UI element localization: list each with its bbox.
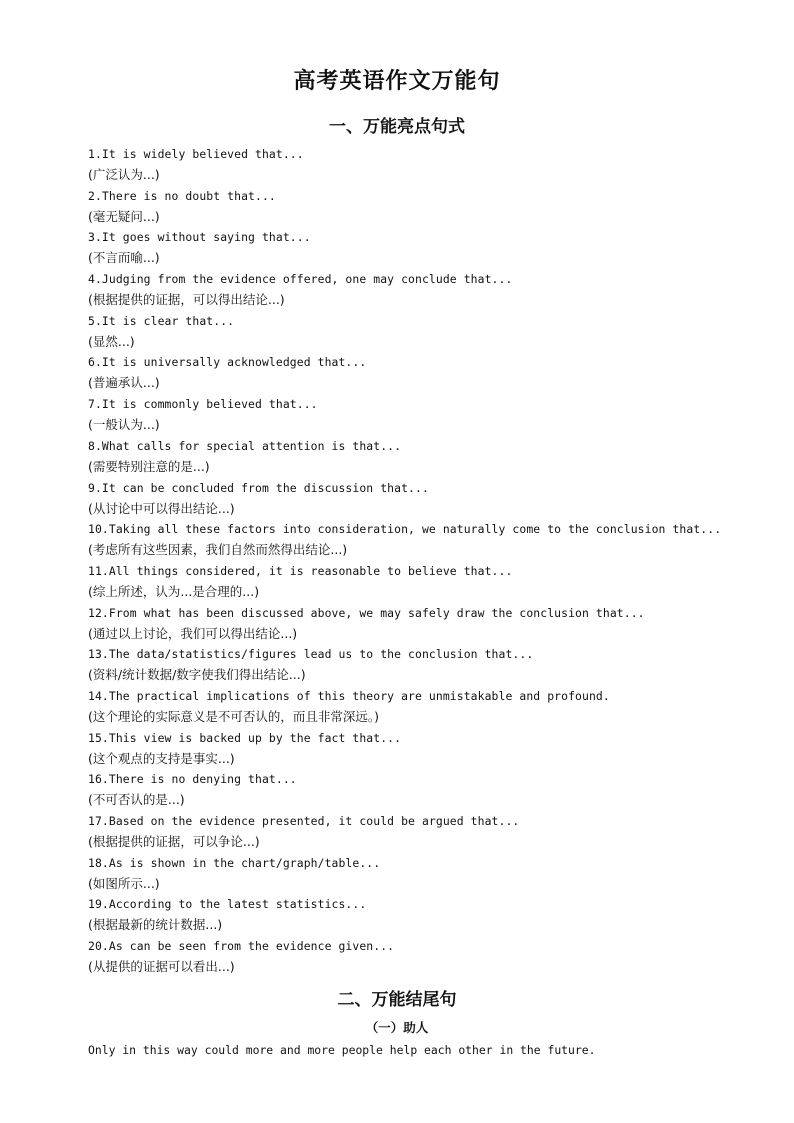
document-title: 高考英语作文万能句	[293, 69, 501, 94]
sentence-chinese: (普遍承认...)	[88, 375, 160, 391]
sentence-item	[88, 394, 768, 436]
sentence-item	[88, 686, 768, 728]
sentence-english: 3.It goes without saying that...	[88, 230, 311, 245]
sentence-item	[88, 436, 768, 478]
sentence-chinese: (资料/统计数据/数字使我们得出结论...)	[88, 667, 306, 683]
sentence-english: 2.There is no doubt that...	[88, 188, 276, 203]
sentence-english: 11.All things considered, it is reasonable to believe that...	[88, 563, 513, 578]
sentence-chinese: (综上所述，认为...是合理的...)	[88, 583, 260, 599]
sentence-item	[88, 936, 768, 978]
sentence-english: 10.Taking all these factors into consideration, we naturally come to the conclusion that...	[88, 522, 722, 537]
sentence-english: 5.It is clear that...	[88, 313, 235, 328]
section-heading-highlight-sentences: 一、万能亮点句式	[329, 117, 465, 137]
sentence-english: 13.The data/statistics/figures lead us to the conclusion that...	[88, 647, 534, 662]
sentence-item	[88, 603, 768, 645]
sentence-item	[88, 478, 768, 520]
sentence-item	[88, 894, 768, 936]
sentence-item	[88, 144, 768, 186]
sentence-english: 12.From what has been discussed above, we may safely draw the conclusion that...	[88, 605, 645, 620]
sentence-english: 7.It is commonly believed that...	[88, 397, 318, 412]
sentence-item	[88, 769, 768, 811]
sentence-chinese: (一般认为...)	[88, 417, 160, 433]
sentence-chinese: (需要特别注意的是...)	[88, 458, 210, 474]
sentence-english: 9.It can be concluded from the discussion that...	[88, 480, 429, 495]
sentence-chinese: (不可否认的是...)	[88, 792, 185, 808]
sentence-chinese: (从讨论中可以得出结论...)	[88, 500, 235, 516]
sentence-item	[88, 644, 768, 686]
sentence-item	[88, 728, 768, 770]
sentence-english: 15.This view is backed up by the fact that...	[88, 730, 402, 745]
sentence-chinese: (显然...)	[88, 333, 135, 349]
sentence-english: 20.As can be seen from the evidence given...	[88, 939, 395, 954]
sentence-chinese: (这个理论的实际意义是不可否认的，而且非常深远。)	[88, 708, 380, 724]
sentence-list	[88, 144, 768, 978]
sentence-english: 6.It is universally acknowledged that...	[88, 355, 367, 370]
sentence-english: 16.There is no denying that...	[88, 772, 297, 787]
sentence-chinese: (如图所示...)	[88, 875, 160, 891]
sentence-english: 8.What calls for special attention is that...	[88, 438, 402, 453]
closing-sentence: Only in this way could more and more people help each other in the future.	[88, 1043, 596, 1057]
sentence-english: 1.It is widely believed that...	[88, 147, 304, 161]
sentence-item	[88, 269, 768, 311]
sentence-chinese: (毫无疑问...)	[88, 208, 160, 224]
sentence-item	[88, 561, 768, 603]
sentence-item	[88, 519, 768, 561]
subsection-heading-helping: （一）助人	[365, 1020, 429, 1035]
sentence-item	[88, 853, 768, 895]
sentence-english: 19.According to the latest statistics...	[88, 897, 367, 912]
sentence-chinese: (不言而喻...)	[88, 250, 160, 266]
sentence-item	[88, 186, 768, 228]
sentence-chinese: (广泛认为...)	[88, 167, 160, 182]
sentence-item	[88, 811, 768, 853]
sentence-chinese: (考虑所有这些因素，我们自然而然得出结论...)	[88, 542, 348, 558]
sentence-item	[88, 227, 768, 269]
sentence-chinese: (根据提供的证据，可以争论...)	[88, 834, 260, 849]
sentence-chinese: (通过以上讨论，我们可以得出结论...)	[88, 625, 298, 641]
sentence-english: 4.Judging from the evidence offered, one may conclude that...	[88, 272, 513, 287]
sentence-item	[88, 311, 768, 353]
sentence-item	[88, 352, 768, 394]
sentence-chinese: (根据最新的统计数据...)	[88, 917, 223, 933]
section-heading-closing-sentences: 二、万能结尾句	[337, 990, 457, 1010]
sentence-english: 14.The practical implications of this theory are unmistakable and profound.	[88, 688, 610, 703]
sentence-chinese: (从提供的证据可以看出...)	[88, 959, 235, 975]
sentence-chinese: (根据提供的证据，可以得出结论...)	[88, 292, 285, 308]
sentence-chinese: (这个观点的支持是事实...)	[88, 750, 235, 766]
sentence-english: 18.As is shown in the chart/graph/table...	[88, 855, 381, 870]
sentence-english: 17.Based on the evidence presented, it could be argued that...	[88, 814, 520, 828]
